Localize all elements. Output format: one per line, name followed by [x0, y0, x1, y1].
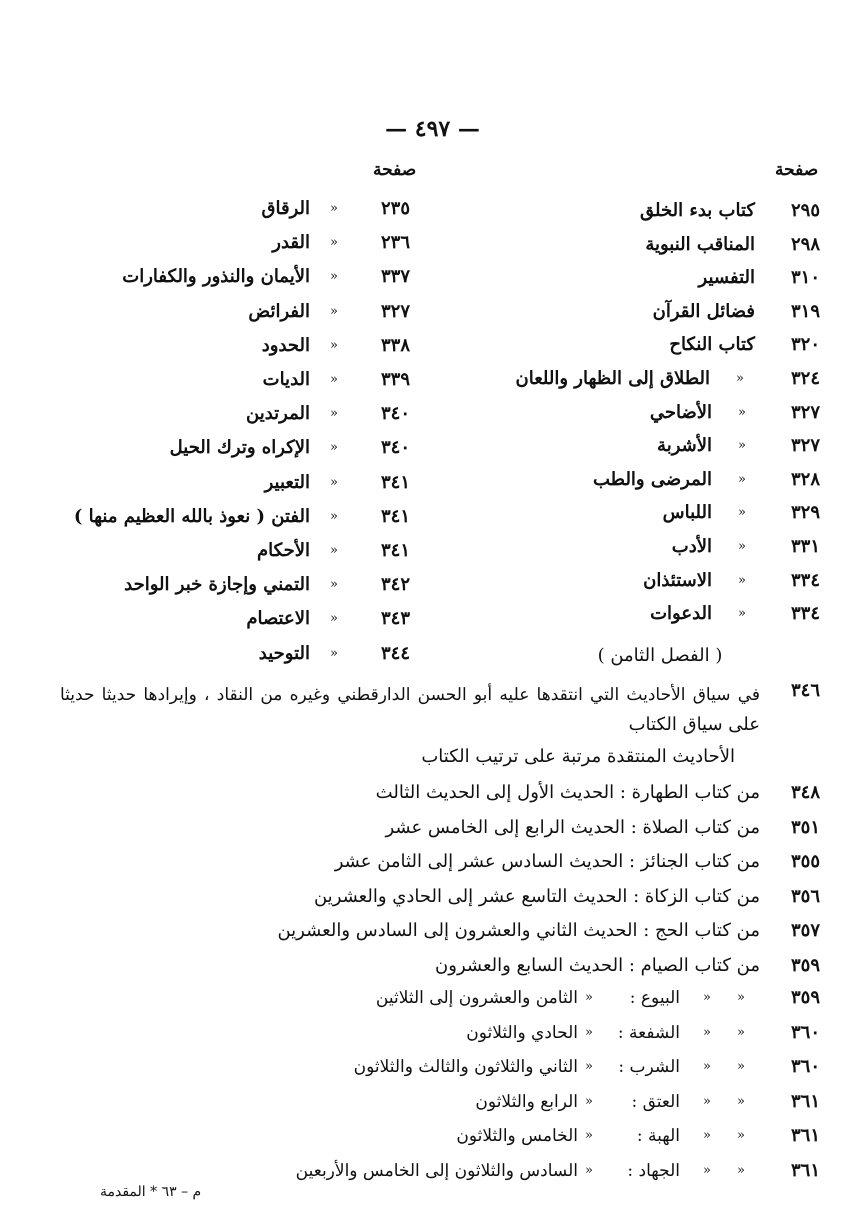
ditto-mark: »	[330, 337, 338, 353]
ditto-mark: »	[330, 303, 338, 319]
toc-page: ٣٤٣	[380, 608, 410, 630]
toc-title: التوحيد	[258, 642, 310, 664]
toc-page: ٣٤٢	[380, 574, 410, 596]
toc-page: ٢٩٥	[790, 200, 820, 221]
toc-page: ٣٢٨	[790, 468, 820, 490]
entry-book: الهبة :	[636, 1126, 680, 1147]
toc-title: القدر	[272, 232, 310, 254]
toc-title: المناقب النبوية	[645, 233, 755, 255]
ditto-mark: »	[330, 269, 338, 285]
ditto-mark: »	[585, 1059, 593, 1075]
toc-page: ٣٤٠	[380, 437, 410, 459]
ditto-mark: »	[585, 1024, 593, 1040]
toc-title: كتاب بدء الخلق	[640, 200, 755, 221]
ditto-mark: »	[737, 1128, 745, 1144]
toc-page: ٢٣٦	[380, 232, 410, 254]
toc-page: ٣٣٩	[380, 369, 410, 390]
toc-title: فضائل القرآن	[652, 300, 755, 322]
ditto-mark: »	[330, 611, 338, 627]
entry-book: العتق :	[631, 1091, 680, 1112]
ditto-mark: »	[330, 201, 338, 216]
toc-page: ٣٤٤	[380, 642, 410, 664]
toc-page: ٣٢٠	[790, 334, 820, 356]
entry-text: من كتاب الصيام : الحديث السابع والعشرون	[435, 955, 760, 976]
ditto-mark: »	[703, 990, 711, 1005]
toc-title: الرقاق	[261, 198, 310, 219]
ditto-mark: »	[737, 1093, 745, 1109]
toc-title: الطلاق إلى الظهار واللعان	[515, 368, 710, 389]
entry-range: السادس والثلاثون إلى الخامس والأربعين	[295, 1161, 578, 1181]
entry-text: من كتاب الزكاة : الحديث التاسع عشر إلى الحادي والعشرين	[313, 885, 760, 907]
entry-text: من كتاب الطهارة : الحديث الأول إلى الحديث الثالث	[375, 782, 760, 803]
toc-page: ٣٣٧	[380, 266, 410, 288]
toc-title: اللباس	[662, 502, 712, 524]
toc-title: الأحكام	[257, 540, 310, 561]
entry-page: ٣٥٩	[790, 987, 820, 1008]
entry-range: الثاني والثلاثون والثالث والثلاثون	[353, 1057, 578, 1078]
entry-page: ٣٥١	[790, 816, 820, 838]
entry-text: من كتاب الجنائز : الحديث السادس عشر إلى الثامن عشر	[334, 851, 760, 873]
toc-page: ٣٢٤	[790, 368, 820, 389]
ditto-mark: »	[703, 1024, 711, 1040]
section-intro-page: ٣٤٦	[790, 680, 820, 701]
section-intro-line2: على سياق الكتاب	[628, 714, 760, 735]
entry-page: ٣٥٩	[790, 955, 820, 976]
entry-book: الشرب :	[618, 1057, 680, 1078]
ditto-mark: »	[703, 1059, 711, 1075]
entry-text: من كتاب الحج : الحديث الثاني والعشرون إلى السادس والعشرين	[277, 920, 760, 942]
entry-page: ٣٦٠	[790, 1056, 820, 1078]
toc-title: الأضاحي	[649, 401, 712, 423]
toc-title: المرضى والطب	[593, 468, 712, 490]
ditto-mark: »	[585, 990, 593, 1005]
ditto-mark: »	[585, 1093, 593, 1109]
ditto-mark: »	[737, 990, 745, 1005]
ditto-mark: »	[737, 1024, 745, 1040]
toc-title: الأيمان والنذور والكفارات	[122, 266, 310, 288]
entry-range: الثامن والعشرون إلى الثلاثين	[375, 988, 578, 1008]
ditto-mark: »	[738, 438, 746, 454]
ditto-mark: »	[330, 474, 338, 490]
entry-page: ٣٦١	[790, 1125, 820, 1147]
ditto-mark: »	[330, 508, 338, 524]
entry-book: الجهاد :	[627, 1161, 680, 1181]
ditto-mark: »	[738, 505, 746, 521]
toc-page: ٣٤١	[380, 471, 410, 493]
ditto-mark: »	[330, 543, 338, 558]
toc-title: المرتدين	[246, 403, 310, 425]
ditto-mark: »	[738, 471, 746, 487]
entry-page: ٣٥٥	[790, 851, 820, 873]
toc-page: ٣٢٧	[380, 300, 410, 322]
toc-title: الفرائض	[248, 300, 310, 322]
ditto-mark: »	[703, 1163, 711, 1178]
ditto-mark: »	[330, 645, 338, 661]
ditto-mark: »	[736, 371, 744, 386]
toc-page: ٣٢٧	[790, 401, 820, 423]
entry-page: ٣٦١	[790, 1090, 820, 1112]
section-heading: ( الفصل الثامن )	[597, 645, 723, 666]
ditto-mark: »	[738, 606, 746, 622]
entry-text: من كتاب الصلاة : الحديث الرابع إلى الخامس عشر	[385, 816, 760, 838]
ditto-mark: »	[330, 440, 338, 456]
column-heading-right: صفحة	[775, 160, 819, 180]
entry-range: الخامس والثلاثون	[456, 1126, 578, 1147]
section-intro-subheading: الأحاديث المنتقدة مرتبة على ترتيب الكتاب	[421, 746, 735, 767]
toc-page: ٣١٠	[790, 267, 820, 289]
toc-title: التمني وإجازة خبر الواحد	[124, 574, 310, 596]
ditto-mark: »	[585, 1128, 593, 1144]
entry-page: ٣٤٨	[790, 782, 820, 803]
ditto-mark: »	[738, 539, 746, 554]
toc-title: الديات	[262, 369, 310, 390]
ditto-mark: »	[330, 235, 338, 251]
toc-title: الدعوات	[650, 603, 712, 625]
toc-title: الاعتصام	[246, 608, 310, 630]
toc-title: الأشربة	[657, 435, 712, 457]
toc-page: ٣٣٤	[790, 569, 820, 591]
toc-title: التفسير	[698, 267, 755, 289]
ditto-mark: »	[738, 572, 746, 588]
entry-page: ٣٥٦	[790, 885, 820, 907]
toc-page: ٣٤٠	[380, 403, 410, 425]
toc-page: ٣٢٧	[790, 435, 820, 457]
toc-page: ٣٤١	[380, 505, 410, 527]
ditto-mark: »	[737, 1059, 745, 1075]
toc-page: ٣٣١	[790, 536, 820, 557]
entry-book: البيوع :	[629, 988, 680, 1008]
toc-title: الاستئذان	[643, 569, 712, 591]
toc-page: ٣٣٤	[790, 603, 820, 625]
entry-page: ٣٥٧	[790, 920, 820, 942]
toc-page: ٢٩٨	[790, 233, 820, 255]
ditto-mark: »	[585, 1163, 593, 1178]
entry-range: الحادي والثلاثون	[466, 1022, 578, 1043]
toc-title: الأدب	[671, 536, 712, 557]
toc-page: ٣٢٩	[790, 502, 820, 524]
toc-title: كتاب النكاح	[669, 334, 755, 356]
ditto-mark: »	[703, 1128, 711, 1144]
footer: م – ٦٣ * المقدمة	[100, 1184, 202, 1200]
column-heading-left: صفحة	[373, 160, 417, 180]
ditto-mark: »	[330, 577, 338, 593]
ditto-mark: »	[737, 1163, 745, 1178]
entry-range: الرابع والثلاثون	[475, 1091, 578, 1112]
toc-title: الإكراه وترك الحيل	[169, 437, 310, 459]
ditto-mark: »	[738, 404, 746, 420]
toc-title: التعبير	[264, 471, 310, 493]
toc-title: الحدود	[261, 334, 310, 356]
section-intro-line1: في سياق الأحاديث التي انتقدها عليه أبو الحسن الدارقطني وغيره من النقاد ، وإيرادها حديثا حديثا	[60, 685, 760, 705]
ditto-mark: »	[330, 406, 338, 422]
toc-title: الفتن ( نعوذ بالله العظيم منها )	[73, 505, 310, 527]
toc-page: ٢٣٥	[380, 198, 410, 219]
entry-page: ٣٦١	[790, 1160, 820, 1181]
toc-page: ٣٤١	[380, 540, 410, 561]
ditto-mark: »	[703, 1093, 711, 1109]
entry-page: ٣٦٠	[790, 1021, 820, 1043]
toc-page: ٣٣٨	[380, 334, 410, 356]
ditto-mark: »	[330, 372, 338, 387]
entry-book: الشفعة :	[617, 1022, 680, 1043]
page-number: — ٤٩٧ —	[385, 116, 480, 142]
toc-page: ٣١٩	[790, 300, 820, 322]
